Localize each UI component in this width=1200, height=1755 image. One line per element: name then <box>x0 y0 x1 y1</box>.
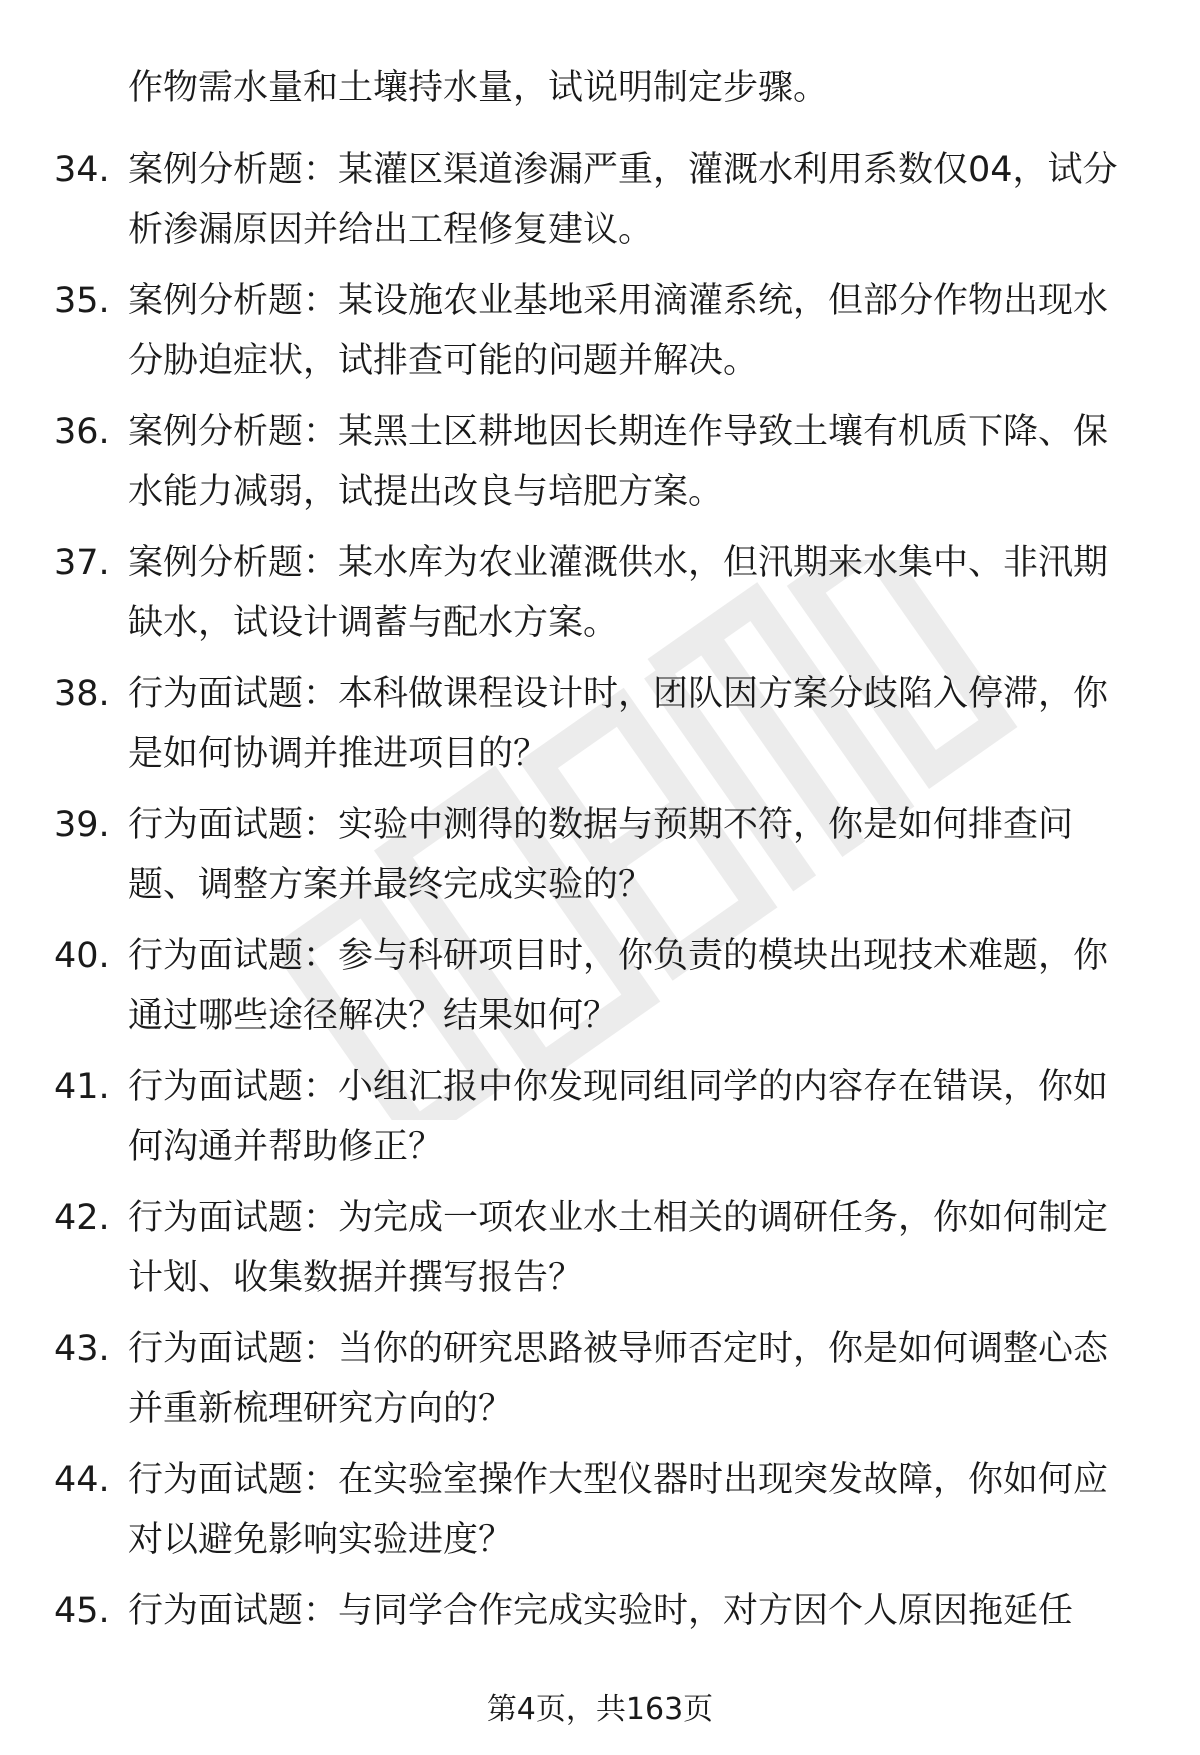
continuation-line: 作物需水量和土壤持水量，试说明制定步骤。 <box>128 68 829 108</box>
list-item <box>0 533 1200 664</box>
question-line: 析渗漏原因并给出工程修复建议。 <box>128 210 654 250</box>
question-line: 是如何协调并推进项目的？ <box>128 734 549 774</box>
question-line: 行为面试题：与同学合作完成实验时，对方因个人原因拖延任 <box>128 1591 1074 1631</box>
question-number: 36. <box>54 412 110 452</box>
page-number-footer: 第4页，共163页 <box>486 1692 714 1727</box>
question-line: 行为面试题：当你的研究思路被导师否定时，你是如何调整心态 <box>128 1329 1109 1369</box>
question-number: 44. <box>54 1460 110 1500</box>
question-line: 案例分析题：某水库为农业灌溉供水，但汛期来水集中、非汛期 <box>128 543 1109 583</box>
question-number: 45. <box>54 1591 110 1631</box>
question-line: 分胁迫症状，试排查可能的问题并解决。 <box>128 341 759 381</box>
question-line: 题、调整方案并最终完成实验的？ <box>128 865 654 905</box>
question-text <box>128 795 1148 915</box>
question-text <box>128 1188 1148 1308</box>
question-text <box>128 926 1148 1046</box>
question-text <box>128 533 1148 653</box>
list-item <box>0 926 1200 1057</box>
question-line: 计划、收集数据并撰写报告？ <box>128 1258 584 1298</box>
list-item <box>0 664 1200 795</box>
question-text <box>128 271 1148 391</box>
list-item <box>0 1057 1200 1188</box>
question-line: 行为面试题：参与科研项目时，你负责的模块出现技术难题，你 <box>128 936 1109 976</box>
question-line: 行为面试题：为完成一项农业水土相关的调研任务，你如何制定 <box>128 1198 1109 1238</box>
list-item <box>0 140 1200 271</box>
question-number: 39. <box>54 805 110 845</box>
list-item <box>0 271 1200 402</box>
question-number: 37. <box>54 543 110 583</box>
question-text <box>128 402 1148 522</box>
question-text <box>128 140 1148 260</box>
question-number: 38. <box>54 674 110 714</box>
question-text <box>128 1450 1148 1570</box>
list-item <box>0 1319 1200 1450</box>
question-number: 43. <box>54 1329 110 1369</box>
question-line: 水能力减弱，试提出改良与培肥方案。 <box>128 472 724 512</box>
question-line: 并重新梳理研究方向的？ <box>128 1389 514 1429</box>
question-text <box>128 1581 1148 1641</box>
question-line: 行为面试题：小组汇报中你发现同组同学的内容存在错误，你如 <box>128 1067 1109 1107</box>
question-line: 案例分析题：某设施农业基地采用滴灌系统，但部分作物出现水 <box>128 281 1109 321</box>
question-text <box>128 664 1148 784</box>
question-list <box>0 140 1200 1712</box>
list-item <box>0 795 1200 926</box>
question-line: 行为面试题：在实验室操作大型仪器时出现突发故障，你如何应 <box>128 1460 1109 1500</box>
question-number: 40. <box>54 936 110 976</box>
list-item <box>0 1450 1200 1581</box>
question-number: 34. <box>54 150 110 190</box>
question-number: 42. <box>54 1198 110 1238</box>
question-line: 何沟通并帮助修正？ <box>128 1127 444 1167</box>
question-line: 行为面试题：本科做课程设计时，团队因方案分歧陷入停滞，你 <box>128 674 1109 714</box>
question-number: 41. <box>54 1067 110 1107</box>
question-line: 案例分析题：某灌区渠道渗漏严重，灌溉水利用系数仅04，试分 <box>128 150 1118 190</box>
question-line: 行为面试题：实验中测得的数据与预期不符，你是如何排查问 <box>128 805 1074 845</box>
question-line: 案例分析题：某黑土区耕地因长期连作导致土壤有机质下降、保 <box>128 412 1109 452</box>
question-text <box>128 1319 1148 1439</box>
question-line: 缺水，试设计调蓄与配水方案。 <box>128 603 619 643</box>
list-item <box>0 1188 1200 1319</box>
question-number: 35. <box>54 281 110 321</box>
question-line: 通过哪些途径解决？结果如何？ <box>128 996 619 1036</box>
list-item <box>0 402 1200 533</box>
question-text <box>128 1057 1148 1177</box>
question-line: 对以避免影响实验进度？ <box>128 1520 514 1560</box>
